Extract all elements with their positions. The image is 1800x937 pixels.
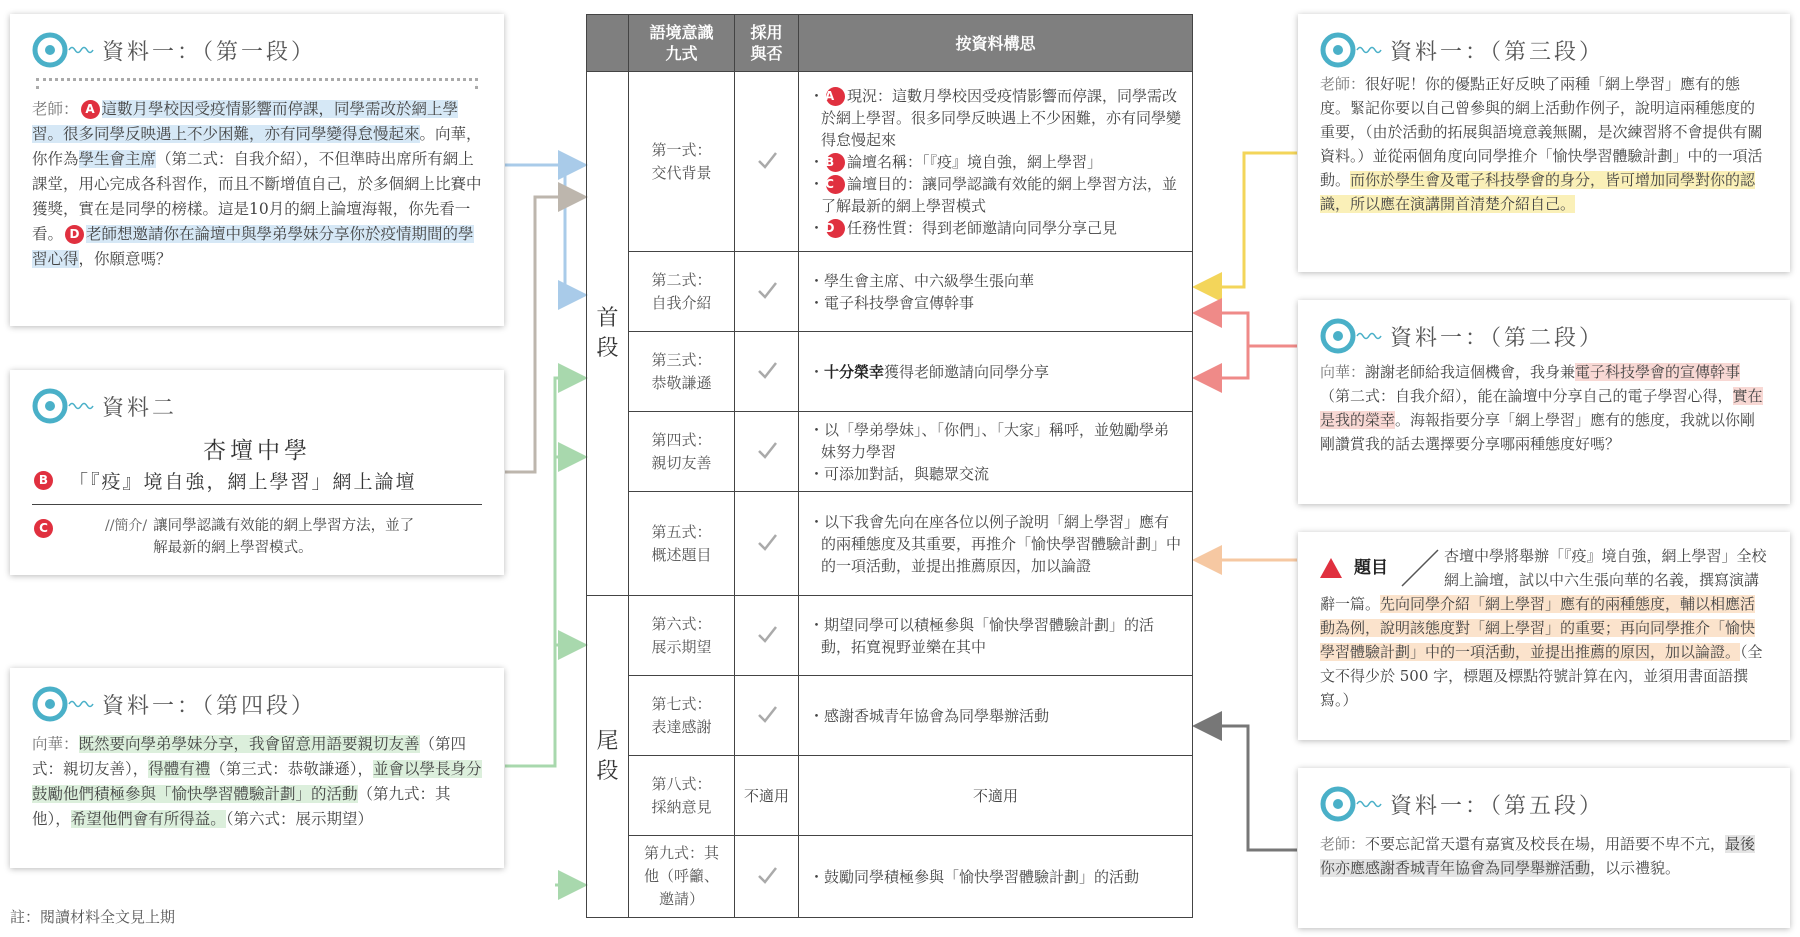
badge-b: B [34, 471, 53, 490]
plan-notes [799, 596, 1193, 676]
card-title: 資料一：（第四段） [102, 693, 317, 719]
card-title: 資料二 [102, 395, 178, 421]
step-label: 第六式：展示期望 [629, 596, 735, 676]
card-title: 資料一：（第二段） [1390, 325, 1605, 351]
adopt-check [735, 412, 799, 492]
note-item: ・感謝香城青年協會為同學舉辦活動 [809, 706, 1050, 725]
highlight-thanks: 最後你亦應感謝香城青年協會為同學舉辦活動 [1320, 835, 1756, 877]
poster-divider [32, 504, 482, 505]
badge-b: B [826, 153, 845, 172]
squiggle-icon [68, 44, 96, 56]
target-logo-icon [1320, 786, 1356, 822]
text-segment: 。海報指要分享「網上學習」應有的態度，我就以你剛剛讚賞我的話去選擇要分享哪兩種態度好嗎？ [1320, 411, 1756, 453]
table-row [587, 596, 1193, 676]
text-segment: （第九式：其他）， [32, 785, 451, 828]
speaker-label: 老師： [1320, 75, 1366, 93]
card-title: 資料一：（第三段） [1390, 39, 1605, 65]
check-icon [756, 703, 778, 725]
plan-notes [799, 412, 1193, 492]
highlight-polite: 得體有禮 [148, 760, 211, 778]
note-item: ・可添加對話，與聽眾交流 [809, 464, 990, 483]
note-item: ・B 論壇名稱：「『疫』境自強，網上學習」 [809, 152, 1103, 171]
card-material1-part2 [1298, 300, 1790, 504]
table-row [587, 412, 1193, 492]
note-item: ・以下我會先向在座各位以例子說明「網上學習」應有的兩種態度及其重要，再推介「愉快學習體驗計劃」中的一項活動，並提出推薦原因，加以論證 [809, 512, 1182, 575]
intro-label: //簡介/ [105, 518, 148, 534]
check-icon [756, 149, 778, 171]
speaker-label: 老師： [32, 100, 79, 118]
check-icon [756, 279, 778, 301]
adopt-check [735, 72, 799, 252]
table-row [587, 332, 1193, 412]
green-connector [505, 378, 585, 885]
plan-notes [799, 72, 1193, 252]
text-segment: 謝謝老師給我這個機會，我身兼 [1365, 363, 1576, 381]
highlight-topic: 先向同學介紹「網上學習」應有的兩種態度，輔以相應活動為例，說明該態度對「網上學習」的重要；再向同學推介「愉快學習體驗計劃」中的一項活動，並提出推薦的原因，加以論證。 [1320, 595, 1756, 661]
step-label: 第二式：自我介紹 [629, 252, 735, 332]
slash-divider-icon [1400, 548, 1440, 588]
card-header [32, 384, 482, 428]
card-title: 資料一：（第一段） [102, 39, 317, 65]
step-label: 第七式：表達感謝 [629, 676, 735, 756]
adopt-check [735, 676, 799, 756]
header-plan: 按資料構思 [799, 15, 1193, 72]
poster-forum-name: 「『疫』境自強，網上學習」網上論壇 [69, 471, 417, 493]
plan-notes [799, 252, 1193, 332]
text-segment: 杏壇中學將舉辦「『疫』境自強，網上學習」全校網上論壇，試以中六生張向華的名義，撰寫演講辭一篇。 [1320, 547, 1767, 613]
text-segment: ，你願意嗎？ [78, 250, 172, 268]
red-connector [1195, 313, 1297, 378]
note-na: 不適用 [972, 786, 1018, 805]
text-segment: （第二式：自我介紹），不但準時出席所有網上課堂，用心完成各科習作，而且不斷增值自己，於多個網上比賽中獲獎，實在是同學的榜樣。這是10月的網上論壇海報，你先看一看。 [32, 150, 482, 243]
note-item: ・學生會主席、中六級學生張向華 [809, 271, 1035, 290]
table-row [587, 72, 1193, 252]
table-header-row [587, 15, 1193, 72]
card-material1-part5 [1298, 768, 1790, 928]
step-label: 第九式：其他（呼籲、邀請） [629, 836, 735, 918]
dotted-divider [36, 78, 478, 89]
badge-c: C [34, 519, 53, 538]
note-item: ・D 任務性質：得到老師邀請向同學分享己見 [809, 218, 1118, 237]
text-segment: ，以示禮貌。 [1590, 859, 1681, 877]
card-title: 資料一：（第五段） [1390, 793, 1605, 819]
card-topic [1298, 532, 1790, 740]
card-material1-part1 [10, 14, 504, 326]
yellow-connector [1195, 153, 1297, 287]
card-text [32, 732, 482, 832]
header-blank [587, 15, 629, 72]
squiggle-icon [1356, 44, 1384, 56]
badge-d: D [826, 219, 845, 238]
bold-lead: 十分榮幸 [824, 362, 885, 381]
card-material2 [10, 370, 504, 575]
topic-label: 題目 [1354, 558, 1388, 578]
table-row [587, 492, 1193, 596]
check-icon [756, 623, 778, 645]
speaker-label: 向華： [32, 735, 79, 753]
note-item: ・十分榮幸獲得老師邀請向同學分享 [809, 362, 1050, 381]
note-item: ・A 現況：這數月學校因受疫情影響而停課，同學需改於網上學習。很多同學反映遇上不少困難，亦有同學變得怠慢起來 [809, 86, 1182, 149]
card-material1-part3 [1298, 14, 1790, 272]
badge-a: A [81, 100, 100, 119]
text-segment: 很好呢！你的優點正好反映了兩種「網上學習」應有的態度。緊記你要以自己曾參與的網上活動作例子，說明這兩種態度的重要，（由於活動的拓展與語境意義無關，是次練習將不會提供有關資料。）並從兩個角度向同學推介「愉快學習體驗計劃」中的一項活動。 [1320, 75, 1763, 189]
badge-d: D [65, 225, 84, 244]
card-text [1320, 832, 1768, 880]
plan-notes [799, 492, 1193, 596]
card-header [1320, 314, 1768, 358]
text-segment: （第二式：自我介紹），能在論壇中分享自己的電子學習心得， [1320, 387, 1733, 405]
note-item: ・鼓勵同學積極參與「愉快學習體驗計劃」的活動 [809, 867, 1140, 886]
adopt-na: 不適用 [735, 756, 799, 836]
adopt-check [735, 492, 799, 596]
target-logo-icon [32, 686, 68, 722]
adopt-check [735, 252, 799, 332]
text-segment: 。向華，你作為 [32, 125, 482, 168]
highlight-friendly: 既然要向學弟學妹分享，我會留意用語要親切友善 [78, 735, 420, 753]
dark-connector [1195, 726, 1297, 850]
card-text [1320, 72, 1768, 216]
speaker-label: 向華： [1320, 363, 1366, 381]
step-label: 第五式：概述題目 [629, 492, 735, 596]
text-segment: （第六式：展示期望） [225, 810, 374, 828]
check-icon [756, 439, 778, 461]
squiggle-icon [68, 698, 96, 710]
topic-label-wrap [1320, 544, 1440, 590]
gray-connector [505, 197, 585, 472]
table-row [587, 676, 1193, 756]
target-logo-icon [32, 32, 68, 68]
note-item: ・以「學弟學妹」、「你們」、「大家」稱呼，並勉勵學弟妹努力學習 [809, 420, 1170, 461]
check-icon [756, 864, 778, 886]
intro-text: 讓同學認識有效能的網上學習方法，並了解最新的網上學習模式。 [153, 518, 415, 556]
card-header [1320, 28, 1768, 72]
target-logo-icon [1320, 318, 1356, 354]
highlight-a: 這數月學校因受疫情影響而停課，同學需改於網上學習。很多同學反映遇上不少困難，亦有同學變得怠慢起來 [32, 100, 459, 143]
plan-notes [799, 836, 1193, 918]
plan-notes [799, 676, 1193, 756]
card-header [32, 28, 482, 72]
table-row [587, 836, 1193, 918]
warning-triangle-icon [1320, 558, 1342, 578]
highlight-honour: 實在是我的榮幸 [1320, 387, 1763, 429]
adopt-check [735, 332, 799, 412]
text-segment: （第三式：恭敬謙遜）， [210, 760, 374, 778]
card-text [32, 97, 482, 272]
adopt-check [735, 596, 799, 676]
check-icon [756, 531, 778, 553]
check-icon [756, 359, 778, 381]
section-head: 首段 [587, 72, 629, 596]
blue-connector [505, 165, 585, 295]
poster-school: 杏壇中學 [203, 438, 311, 464]
adopt-check [735, 836, 799, 918]
speaker-label: 老師： [1320, 835, 1366, 853]
squiggle-icon [68, 400, 96, 412]
badge-a: A [826, 87, 845, 106]
footnote: 註：閱讀材料全文見上期 [10, 908, 176, 926]
card-header [32, 682, 482, 726]
text-segment: （第四式：親切友善）， [32, 735, 467, 778]
header-adopt: 採用與否 [735, 15, 799, 72]
note-item: ・電子科技學會宣傳幹事 [809, 293, 975, 312]
highlight-role: 學生會主席 [78, 150, 157, 168]
target-logo-icon [1320, 32, 1356, 68]
plan-notes [799, 332, 1193, 412]
card-text [1320, 360, 1768, 456]
text-segment: 不要忘記當天還有嘉賓及校長在場，用語要不卑不亢， [1365, 835, 1726, 853]
squiggle-icon [1356, 798, 1384, 810]
step-label: 第八式：採納意見 [629, 756, 735, 836]
card-header [1320, 782, 1768, 826]
table-row [587, 252, 1193, 332]
note-item: ・C 論壇目的：讓同學認識有效能的網上學習方法，並了解最新的網上學習模式 [809, 174, 1178, 215]
table-row [587, 756, 1193, 836]
step-label: 第一式：交代背景 [629, 72, 735, 252]
card-text [1320, 544, 1768, 712]
squiggle-icon [1356, 330, 1384, 342]
section-tail: 尾段 [587, 596, 629, 918]
card-material1-part4 [10, 668, 504, 868]
highlight-d: 老師想邀請你在論壇中與學弟學妹分享你於疫情期間的學習心得 [32, 225, 474, 268]
target-logo-icon [32, 388, 68, 424]
text-segment: （全文不得少於 500 字，標題及標點符號計算在內，並須用書面語撰寫。） [1320, 643, 1763, 709]
step-label: 第三式：恭敬謙遜 [629, 332, 735, 412]
badge-c: C [826, 175, 845, 194]
highlight-intro-self: 而你於學生會及電子科技學會的身分，皆可增加同學對你的認識，所以應在演講開首清楚介紹自己。 [1320, 171, 1756, 213]
plan-notes [799, 756, 1193, 836]
note-item: ・期望同學可以積極參與「愉快學習體驗計劃」的活動，拓寬視野並樂在其中 [809, 615, 1155, 656]
highlight-expect: 希望他們會有所得益。 [70, 810, 226, 828]
highlight-encourage: 並會以學長身分鼓勵他們積極參與「愉快學習體驗計劃」的活動 [32, 760, 482, 803]
context-awareness-table [586, 14, 1193, 918]
header-steps: 語境意識九式 [629, 15, 735, 72]
step-label: 第四式：親切友善 [629, 412, 735, 492]
highlight-role: 電子科技學會的宣傳幹事 [1575, 363, 1741, 381]
